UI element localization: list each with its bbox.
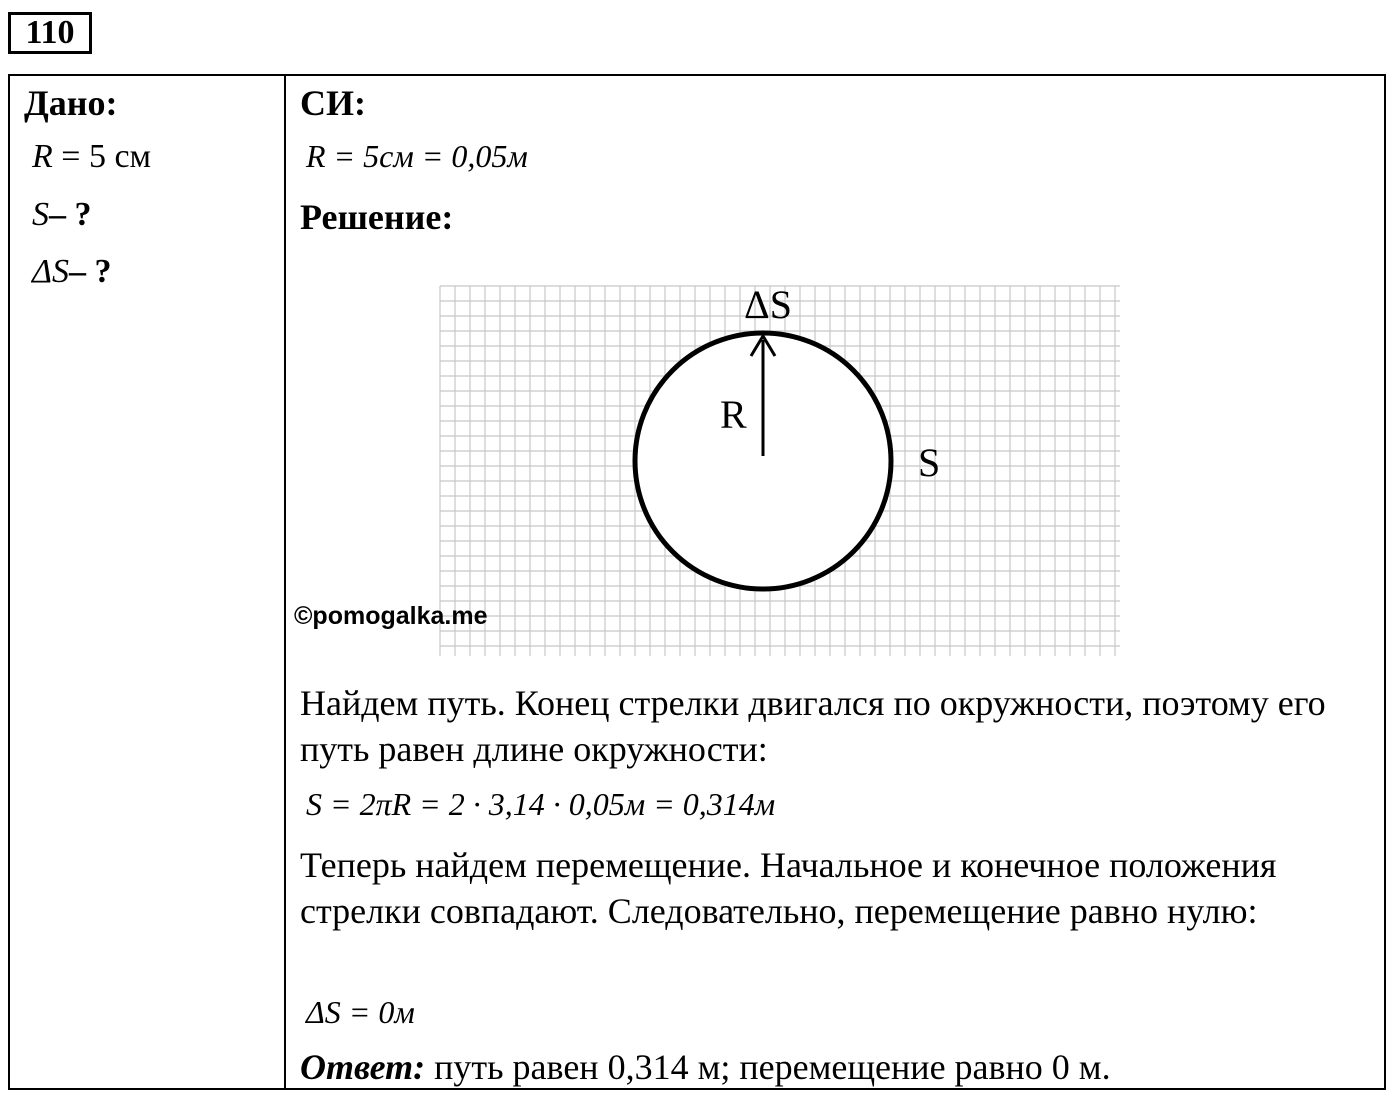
label-delta-s: ΔS <box>744 282 792 327</box>
label-s: S <box>918 440 941 485</box>
paragraph-path: Найдем путь. Конец стрелки двигался по окружности, поэтому его путь равен длине окружности: <box>300 683 1326 769</box>
column-divider <box>284 76 286 1088</box>
watermark: ©pomogalka.me <box>294 602 488 630</box>
given-radius: R = 5 см <box>32 138 152 175</box>
label-r: R <box>720 392 747 437</box>
given-heading: Дано: <box>24 83 118 123</box>
answer-line: Ответ: путь равен 0,314 м; перемещение равно 0 м. <box>300 1047 1111 1087</box>
given-displacement-unknown: ΔS– ? <box>32 253 112 290</box>
paragraph-displacement: Теперь найдем перемещение. Начальное и конечное положения стрелки совпадают. Следовательно, перемещение равно нулю: <box>300 845 1277 931</box>
formula-path: S = 2πR = 2 · 3,14 · 0,05м = 0,314м <box>306 786 776 822</box>
formula-displacement: ΔS = 0м <box>306 994 415 1030</box>
problem-number: 110 <box>8 12 92 54</box>
circle-figure <box>420 276 1140 666</box>
solution-table <box>8 74 1386 1090</box>
given-path-unknown: S– ? <box>32 196 92 233</box>
si-conversion: R = 5см = 0,05м <box>306 138 528 174</box>
si-heading: СИ: <box>300 83 366 123</box>
solution-heading: Решение: <box>300 197 454 237</box>
